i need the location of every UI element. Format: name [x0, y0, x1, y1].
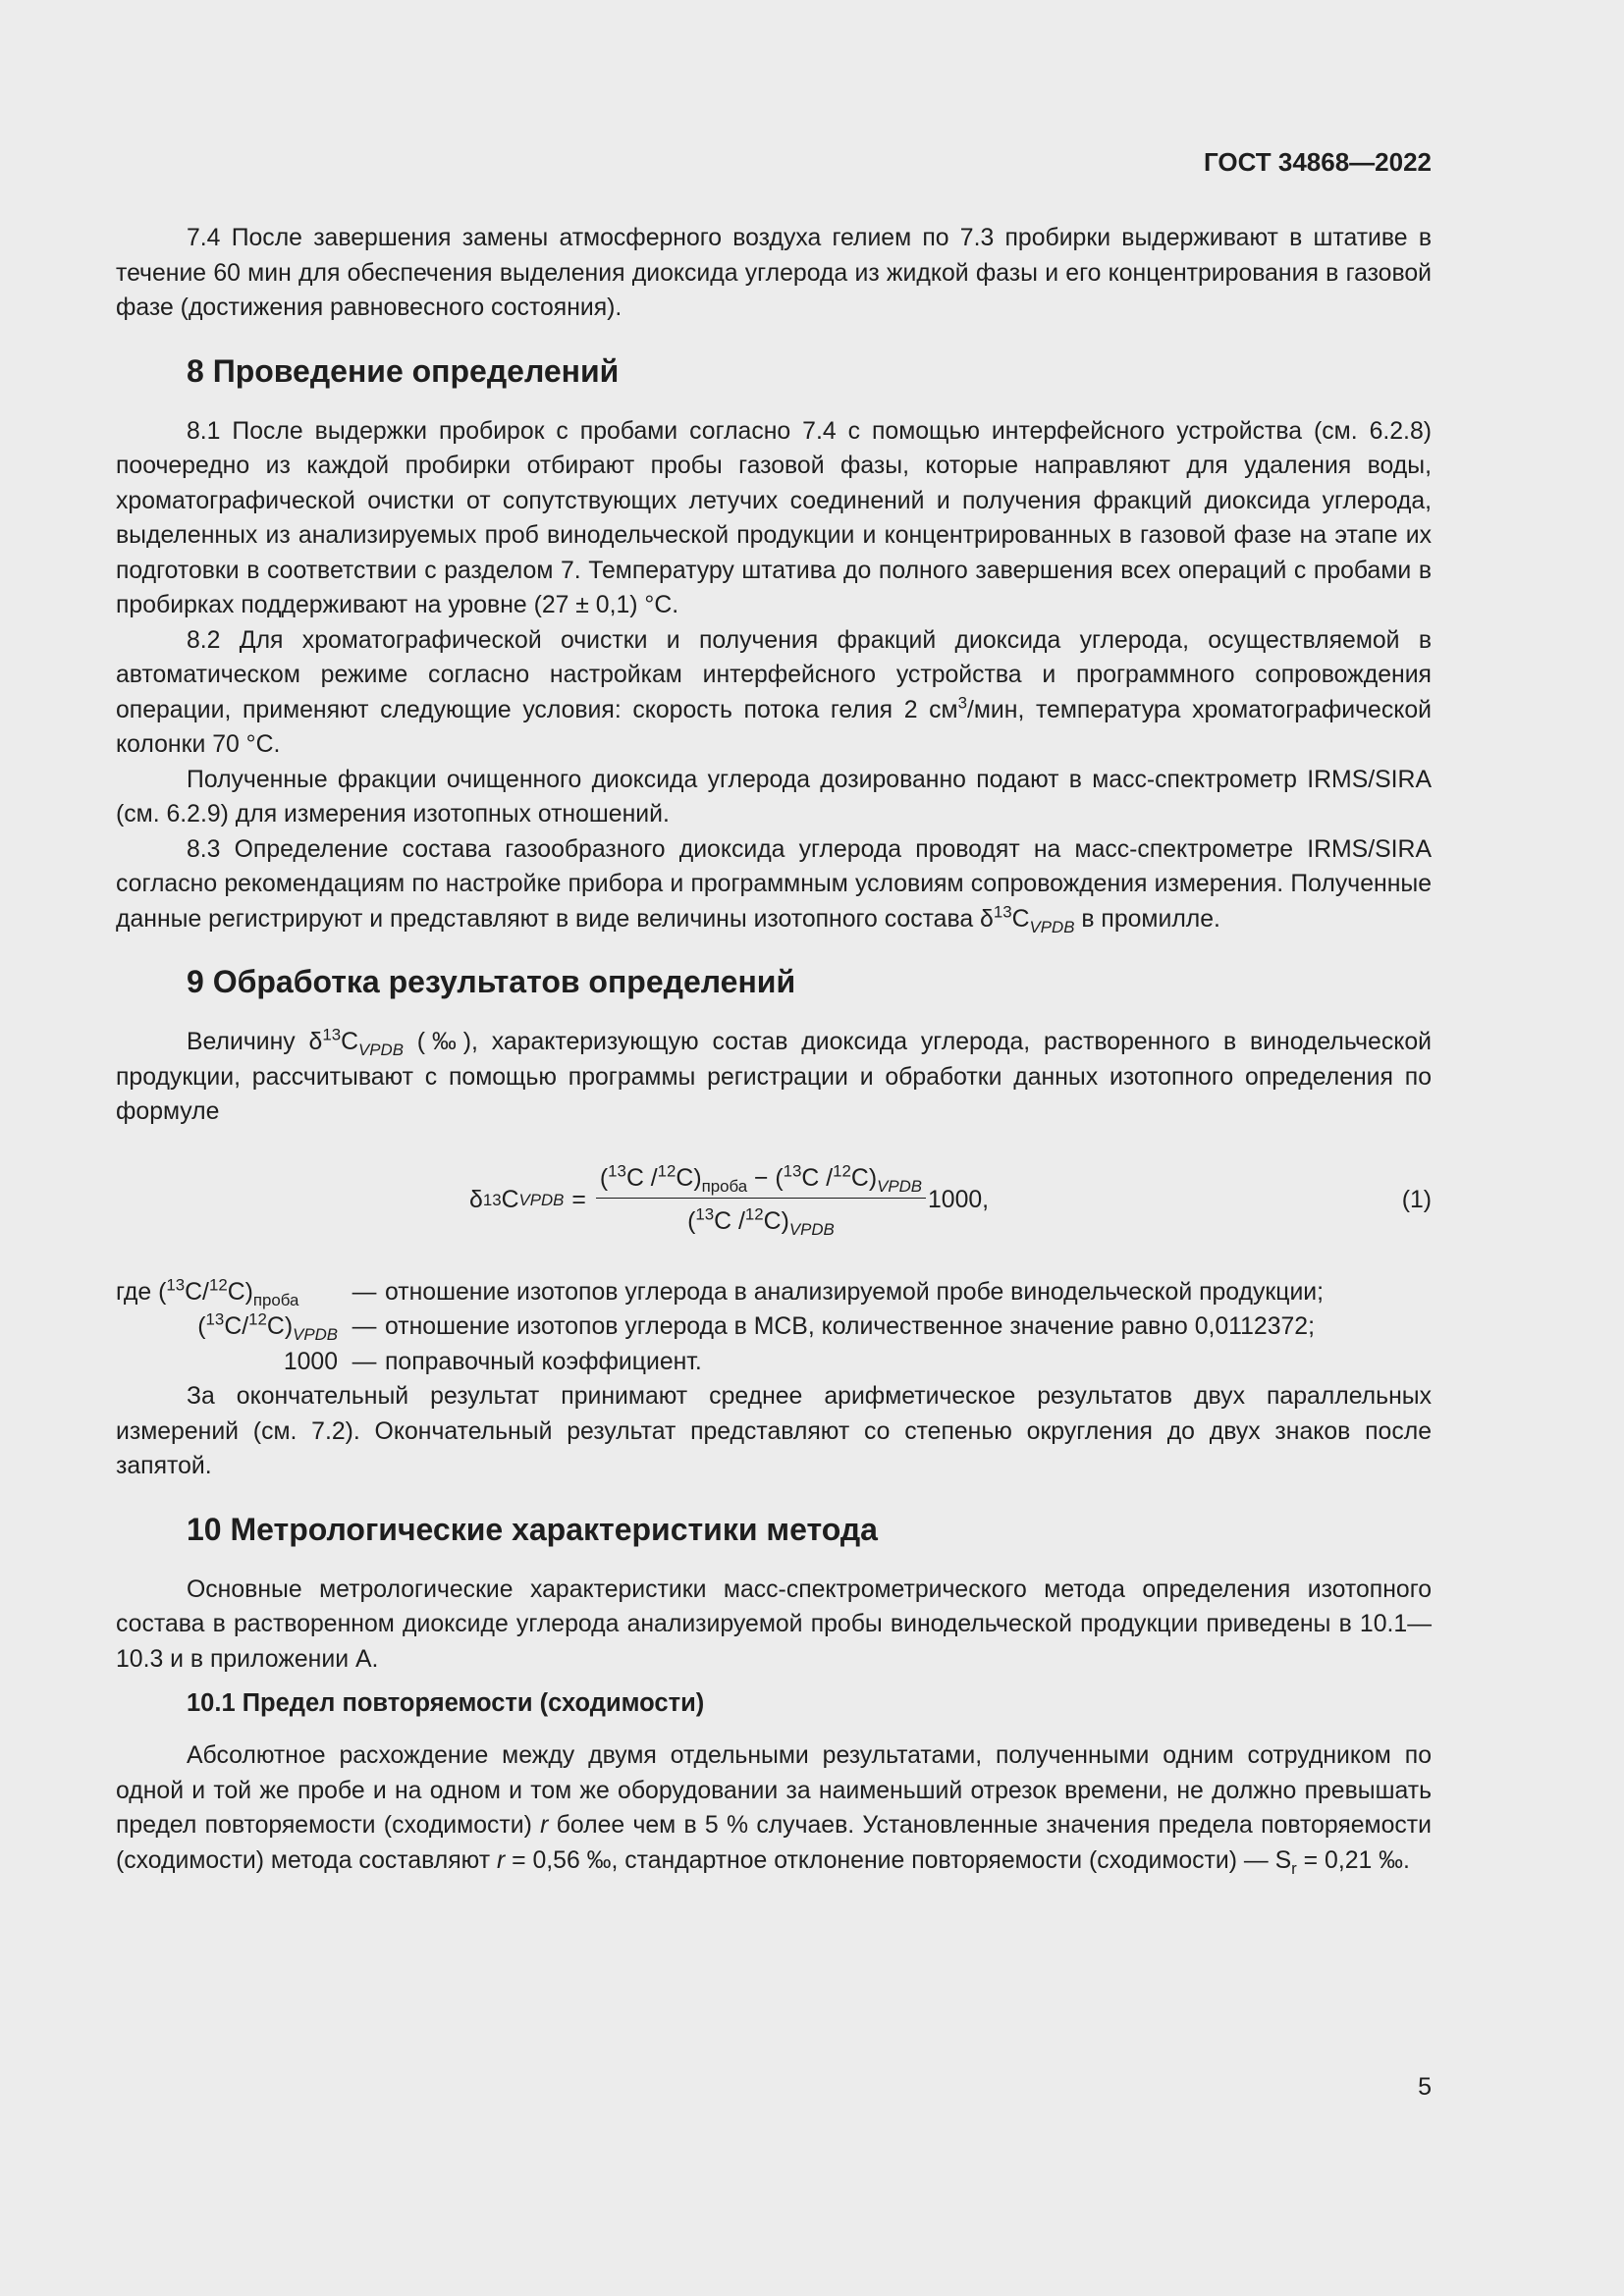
paragraph-10-1: Абсолютное расхождение между двумя отдельными результатами, полученными одним сотрудником по одной и той же пробе и на одном и том же оборудовании за наименьший отрезок времени, не должно превышать предел повторяемости (сходимости) r более чем в 5 % случаев. Установленные значения предела повторяемости (сходимости) метода составляют r = 0,56 ‰, стандартное отклонение повторяемости (сходимости) — $S_r = 0,21$ ‰.: [116, 1742, 1433, 1878]
section-8-heading: 8 Проведение определений: [187, 352, 620, 389]
paragraph-10-intro: Основные метрологические характеристики масс-спектрометрического метода определения изотопного состава в растворенном диоксиде углерода анализируемой пробы винодельческой продукции приведены в 10.1—10.3 и в приложении А.: [116, 1575, 1432, 1673]
formula-fraction: [596, 1161, 926, 1240]
formula-expression: δ 13 C VPDB = $\frac{(^{13}C /^{12}C)_{проба} - (^{13}C /^{12}C)_{VPDB}}{(^{13}C /^{12}C)_{VPDB}}$ 1000,: [469, 1161, 990, 1239]
paragraph-9-final: За окончательный результат принимают среднее арифметическое результатов двух параллельных измерений (см. 7.2). Окончательный результат представляют со степенью округления до двух знаков после запятой.: [116, 1383, 1432, 1479]
legend-definition-1: отношение изотопов углерода в анализируемой пробе винодельческой продукции;: [385, 1278, 1325, 1306]
formula-number: (1): [1401, 1186, 1432, 1213]
section-10-heading: 10 Метрологические характеристики метода: [187, 1511, 878, 1547]
paragraph-9-intro: Величину $\delta^{13}C_{VPDB}$ (‰), характеризующую состав диоксида углерода, растворенного в винодельческой продукции, рассчитывают с помощью программы регистрации и обработки данных изотопного определения по формуле: [116, 1025, 1432, 1125]
standard-code: ГОСТ 34868—2022: [1204, 147, 1432, 177]
legend-symbol-3: 1000: [283, 1348, 338, 1375]
page-content: [116, 221, 1432, 1878]
formula-legend: где $(^{13}C/^{12}C)_{проба}$ — отношение изотопов углерода в анализируемой пробе винодельческой продукции; $(^{13}C/^{12}C)_{VPDB}$ — отношение изотопов углерода в МСВ, количественное значение равно 0,0112372; 1000 — поправочный коэффициент.: [116, 1275, 1432, 1380]
formula-1: [116, 1151, 1432, 1250]
paragraph-8-3: 8.3 Определение состава газообразного диоксида углерода проводят на масс-спектрометре IRMS/SIRA согласно рекомендациям по настройке прибора и программным условиям сопровождения измерения. Полученные данные регистрируют и представляют в виде величины изотопного состава $\delta^{13}C_{VPDB}$ в промилле.: [116, 835, 1432, 936]
formula-numerator: ($^{13}$C $/^{12}C)_{проба} - (^{13}C$ $/^{12}C)_{VPDB}$: [596, 1161, 926, 1200]
legend-symbol-2: $(^{13}C/^{12}C)_{VPDB}$: [197, 1309, 338, 1344]
paragraph-7-4: 7.4 После завершения замены атмосферного воздуха гелием по 7.3 пробирки выдерживают в штативе в течение 60 мин для обеспечения выделения диоксида углерода из жидкой фазы и его концентрирования в газовой фазе (достижения равновесного состояния).: [116, 225, 1432, 321]
subsection-10-1-heading: 10.1 Предел повторяемости (сходимости): [187, 1689, 705, 1717]
page-number: 5: [1418, 2073, 1432, 2101]
section-9-heading: 9 Обработка результатов определений: [187, 964, 796, 999]
legend-symbol-1: где $(^{13}C/^{12}C)_{проба}$: [116, 1275, 299, 1309]
legend-definition-3: поправочный коэффициент.: [385, 1348, 702, 1375]
paragraph-8-2: 8.2 Для хроматографической очистки и получения фракций диоксида углерода, осуществляемой в автоматическом режиме согласно настройкам интерфейсного устройства и программного сопровождения операции, применяют следующие условия: скорость потока гелия 2 $см^3$/мин, температура хроматографической колонки 70 °С.: [116, 626, 1432, 758]
document-page: [116, 0, 1432, 2296]
paragraph-8-2-cont: Полученные фракции очищенного диоксида углерода дозированно подают в масс-спектрометр IRMS/SIRA (см. 6.2.9) для измерения изотопных отношений.: [116, 766, 1432, 828]
legend-definition-2: отношение изотопов углерода в МСВ, количественное значение равно 0,0112372;: [385, 1313, 1315, 1340]
paragraph-8-1: 8.1 После выдержки пробирок с пробами согласно 7.4 с помощью интерфейсного устройства (см. 6.2.8) поочередно из каждой пробирки отбирают пробы газовой фазы, которые направляют для удаления воды, хроматографической очистки от сопутствующих летучих соединений и получения фракций диоксида углерода, выделенных из анализируемых проб винодельческой продукции и концентрированных в газовой фазе на этапе их подготовки в соответствии с разделом 7. Температуру штатива до полного завершения всех операций с пробами в пробирках поддерживают на уровне (27 ± 0,1) °С.: [116, 417, 1432, 618]
formula-denominator: ($^{13}$C $/^{12}C)_{VPDB}$: [687, 1204, 835, 1239]
